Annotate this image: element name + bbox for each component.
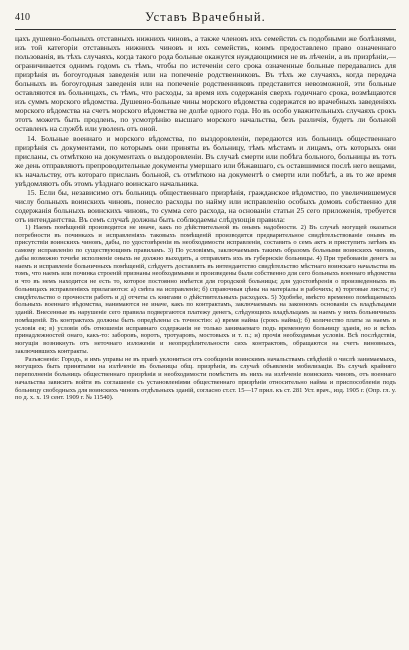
header-rule: [15, 29, 396, 30]
paragraph-15: 15. Если бы, независимо отъ больницъ общественнаго призрѣнія, гражданское вѣдомство, по увеличившемуся числу больныхъ воинскихъ чиновъ, понесло расходы по найму или исправленію особыхъ домовъ собственно для содержанія больныхъ воинскихъ чиновъ, то сумма сего расхода, на основаніи статьи 25 сего приложенія, требуется отъ интендантства. Въ семъ случаѣ должны быть соблюдаемы слѣдующія правила:: [15, 187, 396, 224]
rules-text: [15, 224, 396, 402]
running-title: Уставъ Врачебный.: [145, 10, 266, 24]
page-number: 410: [15, 12, 30, 23]
main-text: [15, 34, 396, 224]
clarification-note: Разъясненіе: Городъ, и имъ управы не въ правѣ уклониться отъ сообщенія воинскимъ начальствамъ свѣдѣній о числѣ занимаемыхъ, могущихъ быть принятыми на излѣченіе въ больницы общ. призрѣнія, въ случаѣ объявленія мобилизаціи. Въ случаѣ крайняго переполненія больницъ общественнаго призрѣнія и необходимости помѣстить въ нихъ на излѣченіе воинскихъ чиновъ, отъ военнаго начальства зависитъ войти въ соглашеніе съ установленіями общественнаго призрѣнія относительно найма и приспособленія подъ больницу свободныхъ для воинскихъ чиновъ отдѣльныхъ зданій, согласно ст.ст. 15—17 прил. къ ст. 281 Уст. врач., изд. 1905 г. (Опр. гл. у. по д. х. х. 19 сент. 1909 г. № 11540).: [15, 355, 396, 402]
paragraph-14: 14. Больные военнаго и морского вѣдомства, по выздоровленіи, передаются изъ больницъ общественнаго призрѣнія съ документами, по которымъ они приняты въ больницу, тѣмъ мѣстамъ и лицамъ, отъ которыхъ они присланы, съ отмѣткою на документахъ о выздоровленіи. Въ случаѣ смерти или побѣга больного, больницы въ тотъ же день отправляютъ препроводительные документы умершаго или бѣжавшаго, съ оставшимися послѣ него вещами, къ начальству, отъ котораго присланъ больной, съ отмѣткою на документѣ о смерти или побѣгѣ, а въ то же время увѣдомляютъ объ этомъ уѣзднаго воинскаго начальника.: [15, 133, 396, 188]
page-header: [15, 10, 396, 27]
paragraph-continuation: цахъ душевно-больныхъ отставныхъ нижнихъ чиновъ, а также членовъ ихъ семействъ съ подобными же болѣзнями, изъ той категоріи отставныхъ нижнихъ чиновъ и ихъ семействъ, коимъ предоставлено право означеннаго пользованія, въ тѣхъ случаяхъ, когда такого рода больные окажутся нуждающимися не въ лѣченіи, а въ призрѣніи,— ограничивается однимъ годомъ съ тѣмъ, чтобы по истеченіи сего срока означенные больные передавались для призрѣнія въ богоугодныя заведенія или на попеченіе родственниковъ. Въ тѣхъ же случаяхъ, когда передача больныхъ въ богоугодныя заведенія или на попеченіе родственниковъ представится невозможной, эти больные оставляются въ больницахъ, съ тѣмъ, что расходы, за время ихъ содержанія сверхъ годичнаго срока, возмѣщаются изъ суммъ морского вѣдомства. Душевно-больные чины морского вѣдомства содержатся во врачебныхъ заведеніяхъ морского вѣдомства на счетъ морского вѣдомства не долѣе одного года. Но въ особо уважительныхъ случаяхъ срокъ этотъ можетъ быть продленъ, по усмотрѣнію высшаго морского начальства, безъ различія, будетъ ли больной оставленъ на службѣ или уволенъ отъ оной.: [15, 34, 396, 134]
rules-list: 1) Наемъ помѣщеній производится не иначе, какъ по дѣйствительной въ онымъ надобности. 2) Въ случаѣ могущей оказаться потребности въ починкахъ и исправленіяхъ таковыхъ помѣщеній производятся предварительное свидѣтельствованіе онымъ въ присутствіи воинскихъ чиновъ, дабы, по удостовѣреніи въ необходимости исправленія, составить о семъ актъ и приступить затѣмъ къ самому исправленію по существующимъ правиламъ. 3) По условіямъ, заключаемымъ такимъ образомъ больными воинскихъ чиновъ, дабы возможно точнѣе исполненіе оныхъ не должно выходить, а отправлять ихъ въ губернскіе больницы. 4) При требованіи денегъ за наемъ и исправленіе больничныхъ помѣщеній, слѣдуетъ доставлять въ интендантство свидѣтельство мѣстнаго воинскаго начальства въ томъ, что наемъ или починка строеній признаны необходимыми и произведены были собственно для сего больныхъ военнаго вѣдомства и что въ немъ находится не есть то, которое постоянно имѣется для городской больницы; для удостовѣренія о произведенныхъ въ больницахъ исправленіяхъ прилагаются: а) смѣта на исправленіе; б) справочныя цѣны на матеріалы и рабочихъ; в) торговые листы; г) свидѣтельство о прочности работъ и д) отчеты съ книгами о дѣйствительныхъ расходахъ. 5) Удобнѣе, вмѣсто временно помѣщаемыхъ больныхъ военнаго вѣдомства, нанимаются не иначе, какъ по контрактамъ, заключаемымъ на законномъ основаніи съ владѣльцами зданій. Внесенные въ нарушеніе сего правила подвергаются платежу денегъ, слѣдующихъ владѣльцамъ за наемъ у нихъ больничныхъ помѣщеній. Въ контрактахъ должны быть опредѣлены съ точностію: а) время найма (срокъ найма); б) количество платы за наемъ и условія ея; в) условія объ отношеніи исправнаго содержанія не только занимаемаго подъ временную больницу зданія, но и всѣхъ принадлежностей онаго, какъ-то: заборовъ, воротъ, тротуаровъ, мостовыхъ и т. п.; и) прочія необходимыя условія. Всѣ послѣдствія, могущія возникнуть отъ неточнаго изложенія и неопредѣлительности сихъ контрактовъ, обращаются на счетъ виновныхъ, заключившихъ контракты.: [15, 223, 396, 355]
